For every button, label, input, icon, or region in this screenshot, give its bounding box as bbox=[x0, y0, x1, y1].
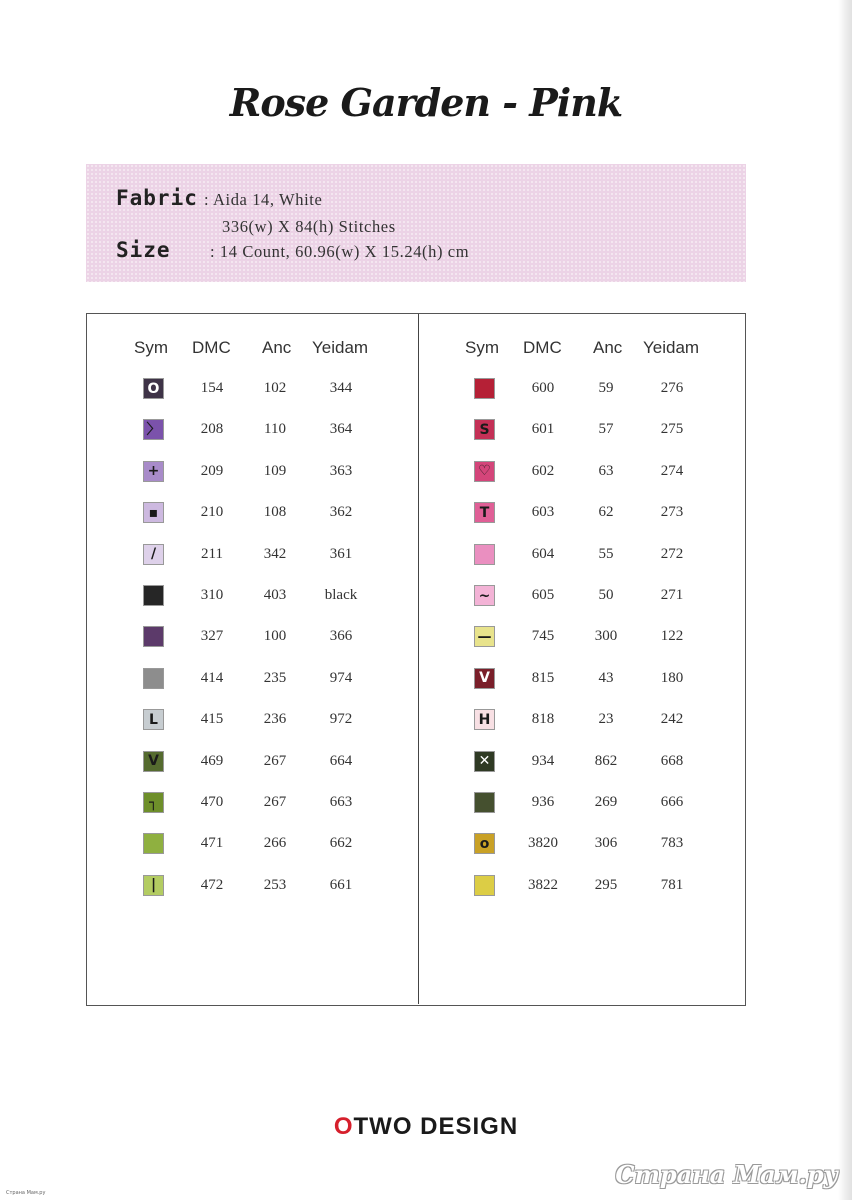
cell-dmc: 211 bbox=[201, 545, 223, 562]
cell-dmc: 209 bbox=[200, 462, 224, 479]
symbol-glyph: + bbox=[147, 463, 160, 480]
dash-symbol-icon bbox=[474, 626, 495, 647]
key-row bbox=[418, 461, 748, 483]
cell-dmc: 154 bbox=[200, 380, 224, 396]
symbol-glyph: o bbox=[479, 835, 490, 852]
key-row bbox=[87, 626, 417, 648]
key-row bbox=[418, 502, 748, 524]
key-row bbox=[418, 875, 748, 897]
key-row bbox=[87, 751, 417, 773]
cell-yeidam: 781 bbox=[660, 876, 684, 893]
cell-dmc: 605 bbox=[531, 587, 555, 603]
v-symbol-icon bbox=[143, 751, 164, 772]
blank-symbol-icon bbox=[143, 833, 164, 854]
cell-anc: 23 bbox=[598, 711, 614, 728]
cell-yeidam: 274 bbox=[660, 462, 684, 479]
cell-anc: 269 bbox=[594, 794, 618, 810]
cell-dmc: 3822 bbox=[528, 876, 558, 893]
color-key-table bbox=[86, 313, 746, 1006]
header-yeidam: Yeidam bbox=[643, 338, 700, 357]
symbol-glyph: / bbox=[150, 546, 157, 563]
key-row bbox=[87, 585, 417, 607]
key-row bbox=[87, 461, 417, 483]
cell-dmc: 310 bbox=[200, 587, 224, 603]
cell-dmc: 745 bbox=[531, 628, 555, 645]
cell-anc: 102 bbox=[263, 380, 287, 396]
blank-symbol-icon bbox=[474, 875, 495, 896]
header-sym: Sym bbox=[465, 338, 499, 357]
key-row bbox=[418, 626, 748, 648]
corner-symbol-icon bbox=[143, 792, 164, 813]
cell-yeidam: 273 bbox=[660, 504, 684, 521]
key-row bbox=[418, 792, 748, 814]
cell-anc: 62 bbox=[598, 504, 614, 521]
cell-yeidam: 972 bbox=[329, 711, 353, 728]
symbol-glyph: V bbox=[479, 670, 490, 687]
symbol-glyph: | bbox=[150, 877, 157, 894]
symbol-glyph: ┐ bbox=[149, 794, 158, 811]
cell-yeidam: 275 bbox=[660, 421, 684, 438]
cell-dmc: 415 bbox=[200, 711, 224, 728]
page-title: Rose Garden - Pink bbox=[229, 80, 623, 125]
blank-symbol-icon bbox=[143, 668, 164, 689]
header-sym: Sym bbox=[134, 338, 168, 357]
circle-symbol-icon bbox=[474, 833, 495, 854]
cell-dmc: 472 bbox=[200, 876, 224, 893]
heart-symbol-icon bbox=[474, 461, 495, 482]
fabric-info-box bbox=[86, 164, 746, 282]
fabric-label: Fabric bbox=[116, 186, 198, 210]
symbol-glyph: — bbox=[477, 628, 492, 645]
key-row bbox=[418, 378, 748, 400]
t-symbol-icon bbox=[474, 502, 495, 523]
cell-yeidam: 662 bbox=[329, 835, 353, 852]
cell-yeidam: 362 bbox=[329, 504, 353, 521]
cell-dmc: 471 bbox=[200, 835, 224, 852]
cell-yeidam: 974 bbox=[329, 669, 353, 686]
cell-anc: 300 bbox=[594, 628, 618, 645]
symbol-glyph: S bbox=[479, 421, 490, 438]
symbol-glyph: ▪ bbox=[148, 504, 159, 521]
key-row bbox=[418, 833, 748, 855]
cell-yeidam: 363 bbox=[329, 462, 353, 479]
header-dmc: DMC bbox=[192, 338, 231, 357]
size-label: Size bbox=[116, 238, 171, 262]
cell-anc: 306 bbox=[594, 835, 618, 852]
slash-symbol-icon bbox=[143, 544, 164, 565]
cell-yeidam: 664 bbox=[329, 752, 353, 769]
cell-dmc: 469 bbox=[200, 752, 224, 769]
key-row bbox=[87, 875, 417, 897]
cell-yeidam: 271 bbox=[660, 587, 684, 603]
blank-symbol-icon bbox=[474, 792, 495, 813]
size-value: : 14 Count, 60.96(w) X 15.24(h) cm bbox=[210, 242, 470, 261]
key-row bbox=[87, 792, 417, 814]
cell-anc: 43 bbox=[598, 669, 614, 686]
cell-anc: 295 bbox=[594, 876, 618, 893]
cell-dmc: 470 bbox=[200, 794, 224, 810]
cell-anc: 50 bbox=[598, 587, 614, 603]
cell-dmc: 602 bbox=[531, 462, 555, 479]
scan-credit: Страна Мам.ру bbox=[6, 1190, 46, 1196]
key-row bbox=[418, 668, 748, 690]
cell-yeidam: 180 bbox=[660, 669, 684, 686]
blank-symbol-icon bbox=[143, 585, 164, 606]
cell-anc: 57 bbox=[598, 421, 614, 438]
greater-than-symbol-icon bbox=[143, 419, 164, 440]
symbol-glyph: T bbox=[479, 504, 490, 521]
key-row bbox=[418, 709, 748, 731]
otwo-design-logo: OTWO DESIGN bbox=[333, 1113, 519, 1140]
cell-yeidam: 122 bbox=[660, 628, 684, 645]
cell-yeidam: 276 bbox=[660, 380, 684, 396]
x-symbol-icon bbox=[474, 751, 495, 772]
key-column-left bbox=[87, 314, 417, 1004]
symbol-glyph: ~ bbox=[478, 587, 491, 604]
cell-yeidam: 783 bbox=[660, 835, 684, 852]
symbol-glyph: H bbox=[478, 711, 491, 728]
cell-anc: 108 bbox=[263, 504, 287, 521]
cell-dmc: 327 bbox=[200, 628, 224, 645]
stitch-count: 336(w) X 84(h) Stitches bbox=[222, 217, 396, 236]
blank-symbol-icon bbox=[474, 378, 495, 399]
key-row bbox=[87, 544, 417, 566]
key-row bbox=[418, 419, 748, 441]
bar-symbol-icon bbox=[143, 875, 164, 896]
tilde-symbol-icon bbox=[474, 585, 495, 606]
cell-dmc: 936 bbox=[531, 794, 555, 810]
key-row bbox=[87, 502, 417, 524]
h-symbol-icon bbox=[474, 709, 495, 730]
v-symbol-icon bbox=[474, 668, 495, 689]
cell-anc: 253 bbox=[263, 876, 287, 893]
cell-yeidam: 364 bbox=[329, 421, 353, 438]
cell-anc: 236 bbox=[263, 711, 287, 728]
cell-yeidam: black bbox=[324, 587, 358, 603]
cell-dmc: 604 bbox=[531, 545, 555, 562]
cell-dmc: 600 bbox=[531, 380, 555, 396]
watermark: Страна Мам.ру bbox=[615, 1160, 838, 1189]
square-o-symbol-icon bbox=[143, 378, 164, 399]
key-row bbox=[418, 544, 748, 566]
cell-yeidam: 366 bbox=[329, 628, 353, 645]
cell-dmc: 934 bbox=[531, 752, 555, 769]
cell-anc: 100 bbox=[263, 628, 287, 645]
cell-yeidam: 344 bbox=[329, 380, 353, 396]
key-row bbox=[87, 378, 417, 400]
cell-anc: 267 bbox=[263, 794, 287, 810]
page-edge-shadow bbox=[838, 0, 852, 1200]
cell-anc: 63 bbox=[598, 462, 614, 479]
cell-yeidam: 661 bbox=[329, 876, 353, 893]
cell-anc: 862 bbox=[594, 752, 618, 769]
cell-yeidam: 666 bbox=[660, 794, 684, 810]
symbol-glyph: O bbox=[147, 380, 160, 397]
cell-anc: 110 bbox=[264, 421, 286, 438]
cell-dmc: 210 bbox=[200, 504, 224, 521]
blank-symbol-icon bbox=[474, 544, 495, 565]
key-row bbox=[87, 709, 417, 731]
symbol-glyph: V bbox=[148, 753, 159, 770]
plus-symbol-icon bbox=[143, 461, 164, 482]
key-column-right bbox=[418, 314, 748, 1004]
cell-dmc: 601 bbox=[531, 421, 555, 438]
cell-dmc: 818 bbox=[531, 711, 555, 728]
cell-dmc: 208 bbox=[200, 421, 224, 438]
cell-anc: 55 bbox=[598, 545, 614, 562]
symbol-glyph: 〉 bbox=[146, 421, 161, 438]
cell-anc: 235 bbox=[263, 669, 287, 686]
cell-yeidam: 361 bbox=[329, 545, 353, 562]
dot-symbol-icon bbox=[143, 502, 164, 523]
cell-dmc: 3820 bbox=[528, 835, 558, 852]
key-row bbox=[87, 668, 417, 690]
header-anc: Anc bbox=[262, 338, 292, 357]
key-row bbox=[87, 419, 417, 441]
cell-yeidam: 663 bbox=[329, 794, 353, 810]
cell-dmc: 414 bbox=[200, 669, 224, 686]
cell-yeidam: 668 bbox=[660, 752, 684, 769]
cell-yeidam: 272 bbox=[660, 545, 684, 562]
fabric-value: : Aida 14, White bbox=[204, 190, 323, 209]
symbol-glyph: L bbox=[149, 711, 158, 728]
header-anc: Anc bbox=[593, 338, 623, 357]
l-symbol-icon bbox=[143, 709, 164, 730]
cell-anc: 342 bbox=[263, 545, 287, 562]
symbol-glyph: ✕ bbox=[478, 753, 491, 770]
header-yeidam: Yeidam bbox=[312, 338, 369, 357]
s-symbol-icon bbox=[474, 419, 495, 440]
cell-anc: 267 bbox=[263, 752, 287, 769]
cell-anc: 266 bbox=[263, 835, 287, 852]
cell-dmc: 603 bbox=[531, 504, 555, 521]
blank-symbol-icon bbox=[143, 626, 164, 647]
header-dmc: DMC bbox=[523, 338, 562, 357]
cell-anc: 109 bbox=[263, 462, 287, 479]
key-row bbox=[87, 833, 417, 855]
cell-anc: 403 bbox=[263, 587, 287, 603]
cell-dmc: 815 bbox=[531, 669, 555, 686]
cell-yeidam: 242 bbox=[660, 711, 684, 728]
cell-anc: 59 bbox=[598, 380, 614, 396]
key-row bbox=[418, 751, 748, 773]
symbol-glyph: ♡ bbox=[478, 463, 491, 480]
key-row bbox=[418, 585, 748, 607]
